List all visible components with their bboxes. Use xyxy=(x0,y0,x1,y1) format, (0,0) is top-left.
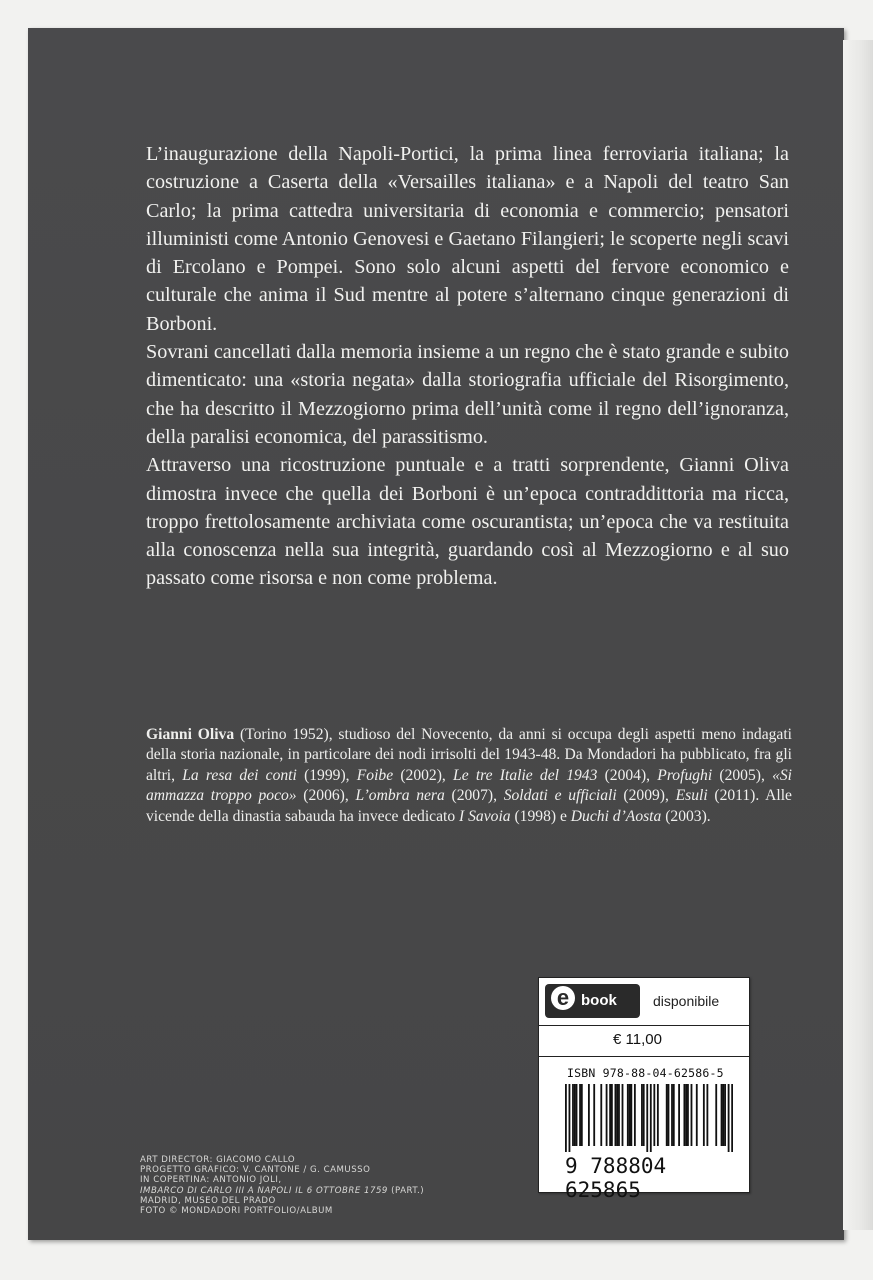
book-title: I Savoia xyxy=(459,807,511,825)
credit-cover: IN COPERTINA: ANTONIO JOLI, xyxy=(140,1175,282,1186)
barcode xyxy=(565,1084,733,1152)
price-value: € 11,00 xyxy=(613,1031,662,1048)
author-bio-paragraph: Gianni Oliva (Torino 1952), studioso del Novecento, da anni si occupa degli aspetti meno indagati della storia nazionale, in particolare dei nodi irrisolti del 1943-48. Da Mondadori ha pubblicato, fra gli altri, La resa dei conti (1999), Foibe (2002), Le tre Italie del 1943 (2004), Profughi (2005), «Si ammazza troppo poco» (2006), L’ombra nera (2007), Soldati e ufficiali (2009), Esuli (2011). Alle vicende della dinastia sabauda ha invece dedicato I Savoia (1998) e Duchi d’Aosta (2003). xyxy=(146,726,793,825)
credit-graphic-design: PROGETTO GRAFICO: V. CANTONE / G. CAMUSSO xyxy=(140,1165,371,1176)
author-bio xyxy=(146,725,792,827)
book-title: «Si ammazza troppo poco» xyxy=(146,766,793,805)
price-row xyxy=(539,1026,749,1057)
book-title: Duchi d’Aosta xyxy=(570,807,662,825)
blurb-paragraph-3: Attraverso una ricostruzione puntuale e a tratti sorprendente, Gianni Oliva dimostra invece che quella dei Borboni è un’epoca contraddittoria ma ricca, troppo frettolosamente archiviata come oscurantista; un’epoca che va restituita alla conoscenza nella sua integrità, guardando così al Mezzogiorno e al suo passato come risorsa e non come problema. xyxy=(146,454,789,590)
book-title: Le tre Italie del 1943 xyxy=(453,766,598,784)
barcode-bar xyxy=(641,1084,643,1146)
barcode-bar xyxy=(606,1084,608,1146)
barcode-bar xyxy=(666,1084,668,1146)
credit-artwork: IMBARCO DI CARLO III A NAPOLI IL 6 OTTOBRE 1759 (PART.) xyxy=(140,1185,425,1196)
barcode-bar xyxy=(678,1084,680,1146)
credit-photo: FOTO © MONDADORI PORTFOLIO/ALBUM xyxy=(140,1206,333,1217)
barcode-bar xyxy=(721,1084,723,1146)
credits-block xyxy=(140,1155,520,1216)
barcode-bar xyxy=(703,1084,705,1146)
ebook-e-icon: e xyxy=(551,986,575,1010)
barcode-bar xyxy=(588,1084,590,1146)
barcode-bar xyxy=(629,1084,631,1146)
credit-museum: MADRID, MUSEO DEL PRADO xyxy=(140,1195,276,1206)
barcode-bar xyxy=(715,1084,717,1146)
barcode-bar xyxy=(579,1084,581,1146)
barcode-bar xyxy=(687,1084,689,1146)
price-sticker xyxy=(538,977,750,1202)
isbn-label: ISBN 978-88-04-62586-5 xyxy=(567,1066,724,1080)
book-title: Esuli xyxy=(675,787,708,805)
author-name: Gianni Oliva xyxy=(146,726,235,743)
barcode-bar xyxy=(657,1084,659,1146)
barcode-bar xyxy=(668,1084,670,1146)
barcode-bar xyxy=(618,1084,620,1146)
barcode-bar xyxy=(615,1084,617,1146)
barcode-bar xyxy=(646,1084,648,1152)
barcode-bar xyxy=(643,1084,645,1146)
book-title: L’ombra nera xyxy=(355,787,445,805)
barcode-bar xyxy=(609,1084,611,1146)
barcode-bar xyxy=(572,1084,574,1146)
barcode-bar xyxy=(622,1084,624,1146)
barcode-bar xyxy=(581,1084,583,1146)
barcode-bar xyxy=(600,1084,602,1146)
book-title: Profughi xyxy=(657,766,713,784)
barcode-bar xyxy=(685,1084,687,1146)
barcode-bar xyxy=(650,1084,652,1152)
barcode-bar xyxy=(731,1084,733,1152)
barcode-bar xyxy=(627,1084,629,1146)
barcode-bar xyxy=(696,1084,698,1146)
ebook-row xyxy=(539,978,749,1026)
barcode-bar xyxy=(593,1084,595,1146)
barcode-bar xyxy=(634,1084,636,1146)
barcode-bar xyxy=(728,1084,730,1152)
book-title: Soldati e ufficiali xyxy=(503,787,617,805)
barcode-bar xyxy=(616,1084,618,1146)
barcode-bar xyxy=(574,1084,576,1146)
barcode-bar xyxy=(671,1084,673,1146)
barcode-bar xyxy=(565,1084,567,1152)
availability-label: disponibile xyxy=(653,993,720,1009)
barcode-bar xyxy=(706,1084,708,1146)
book-back-cover xyxy=(28,28,844,1240)
barcode-bar xyxy=(569,1084,571,1152)
barcode-bar xyxy=(722,1084,724,1146)
page-edge xyxy=(843,40,873,1230)
barcode-bar xyxy=(576,1084,578,1146)
barcode-bar xyxy=(653,1084,655,1146)
book-title: Foibe xyxy=(356,766,394,784)
blurb-paragraph-1: L’inaugurazione della Napoli-Portici, la prima linea ferroviaria italiana; la costruzione a Caserta della «Versailles italiana» e a Napoli del teatro San Carlo; la prima cattedra universitaria di economia e commercio; pensatori illuministi come Antonio Genovesi e Gaetano Filangieri; le scoperte negli scavi di Ercolano e Pompei. Sono solo alcuni aspetti del fervore economico e culturale che anima il Sud mentre al potere s’alternano cinque generazioni di Borboni. xyxy=(146,143,789,335)
book-title: La resa dei conti xyxy=(182,766,297,784)
barcode-bar xyxy=(691,1084,693,1146)
ebook-label: book xyxy=(581,992,617,1009)
barcode-bar xyxy=(724,1084,726,1146)
credit-art-director: ART DIRECTOR: GIACOMO CALLO xyxy=(140,1155,296,1165)
barcode-bar xyxy=(683,1084,685,1146)
ean-number: 9 788804 625865 xyxy=(565,1154,667,1202)
ebook-logo xyxy=(545,984,640,1018)
barcode-bar xyxy=(673,1084,675,1146)
blurb-text xyxy=(146,140,789,593)
barcode-bar xyxy=(630,1084,632,1146)
blurb-paragraph-2: Sovrani cancellati dalla memoria insieme a un regno che è stato grande e subito dimenticato: una «storia negata» dalla storiografia ufficiale del Risorgimento, che ha descritto il Mezzogiorno prima dell’unità come il regno dell’ignoranza, della paralisi economica, del parassitismo. xyxy=(146,341,789,448)
barcode-bar xyxy=(611,1084,613,1146)
